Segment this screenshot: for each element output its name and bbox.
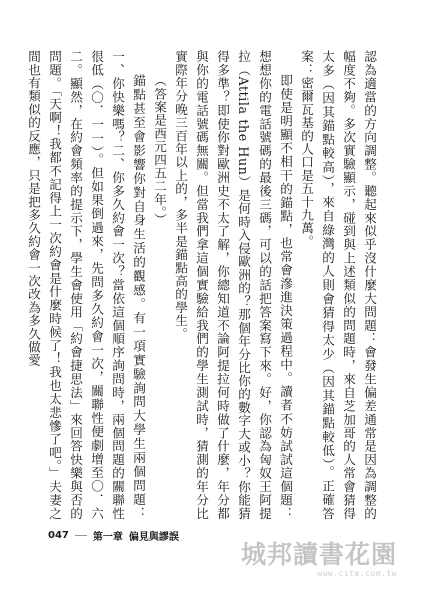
watermark <box>241 541 397 578</box>
watermark-text: 城邦讀書花園 <box>240 540 397 569</box>
page-number: 047 <box>48 530 69 541</box>
paragraph-3: （答案是西元四五二年。） <box>152 73 167 227</box>
footer-divider <box>75 535 87 536</box>
chapter-label: 第一章 <box>92 532 123 543</box>
paragraph-2: 即使是明顯不相干的錨點，也常會滲進決策過程中。讀者不妨試試這個題：想想你的電話號碼的最後三碼，可以的話把答案寫下來。好，你認為匈奴王阿提拉（Attila the Hun）是何時入侵歐洲的？那個年分比你的數字大或小？你能猜得多準？即使你對歐洲史不太了解，你總知道不論阿提拉何時做了什麼，年分都與你的電話號碼無關。但當我們拿這個實驗給我們的學生測試時，猜測的年分比實際年分晚三百年以上的，多半是錨點高的學生。 <box>173 50 293 520</box>
page-footer <box>48 528 179 543</box>
body-text <box>26 50 380 520</box>
paragraph-1: 認為適當的方向調整。聽起來似乎沒什麼大問題：會發生偏差通常是因為調整的幅度不夠。多次實驗顯示，碰到與上述類似的問題時，來自芝加哥的人常會猜得太多（因其錨點較高），來自綠灣的人則會猜得太少（因其錨點較低）。正確答案：密爾瓦基的人口是五十九萬。 <box>299 50 377 520</box>
watermark-url: www.cite.com.tw <box>317 569 397 578</box>
paragraph-4: 錨點甚至會影響你對自身生活的觀感。有一項實驗詢問大學生兩個問題：一、你快樂嗎？二、你多久約會一次？當依這個順序詢問時，兩個問題的關聯性很低（〇．一一）。但如果倒過來，先問多久約會一次，關聯性便劇增至〇．六二。顯然，在約會頻率的提示下，學生會使用「約會捷思法」來回答快樂與否的問題。「天啊！我都不記得上一次約會是什麼時候了！我也太悲慘了吧。」夫妻之間也有類似的反應，只是把多久約會一次改為多久做愛 <box>26 50 146 520</box>
chapter-title: 偏見與謬誤 <box>128 532 179 543</box>
